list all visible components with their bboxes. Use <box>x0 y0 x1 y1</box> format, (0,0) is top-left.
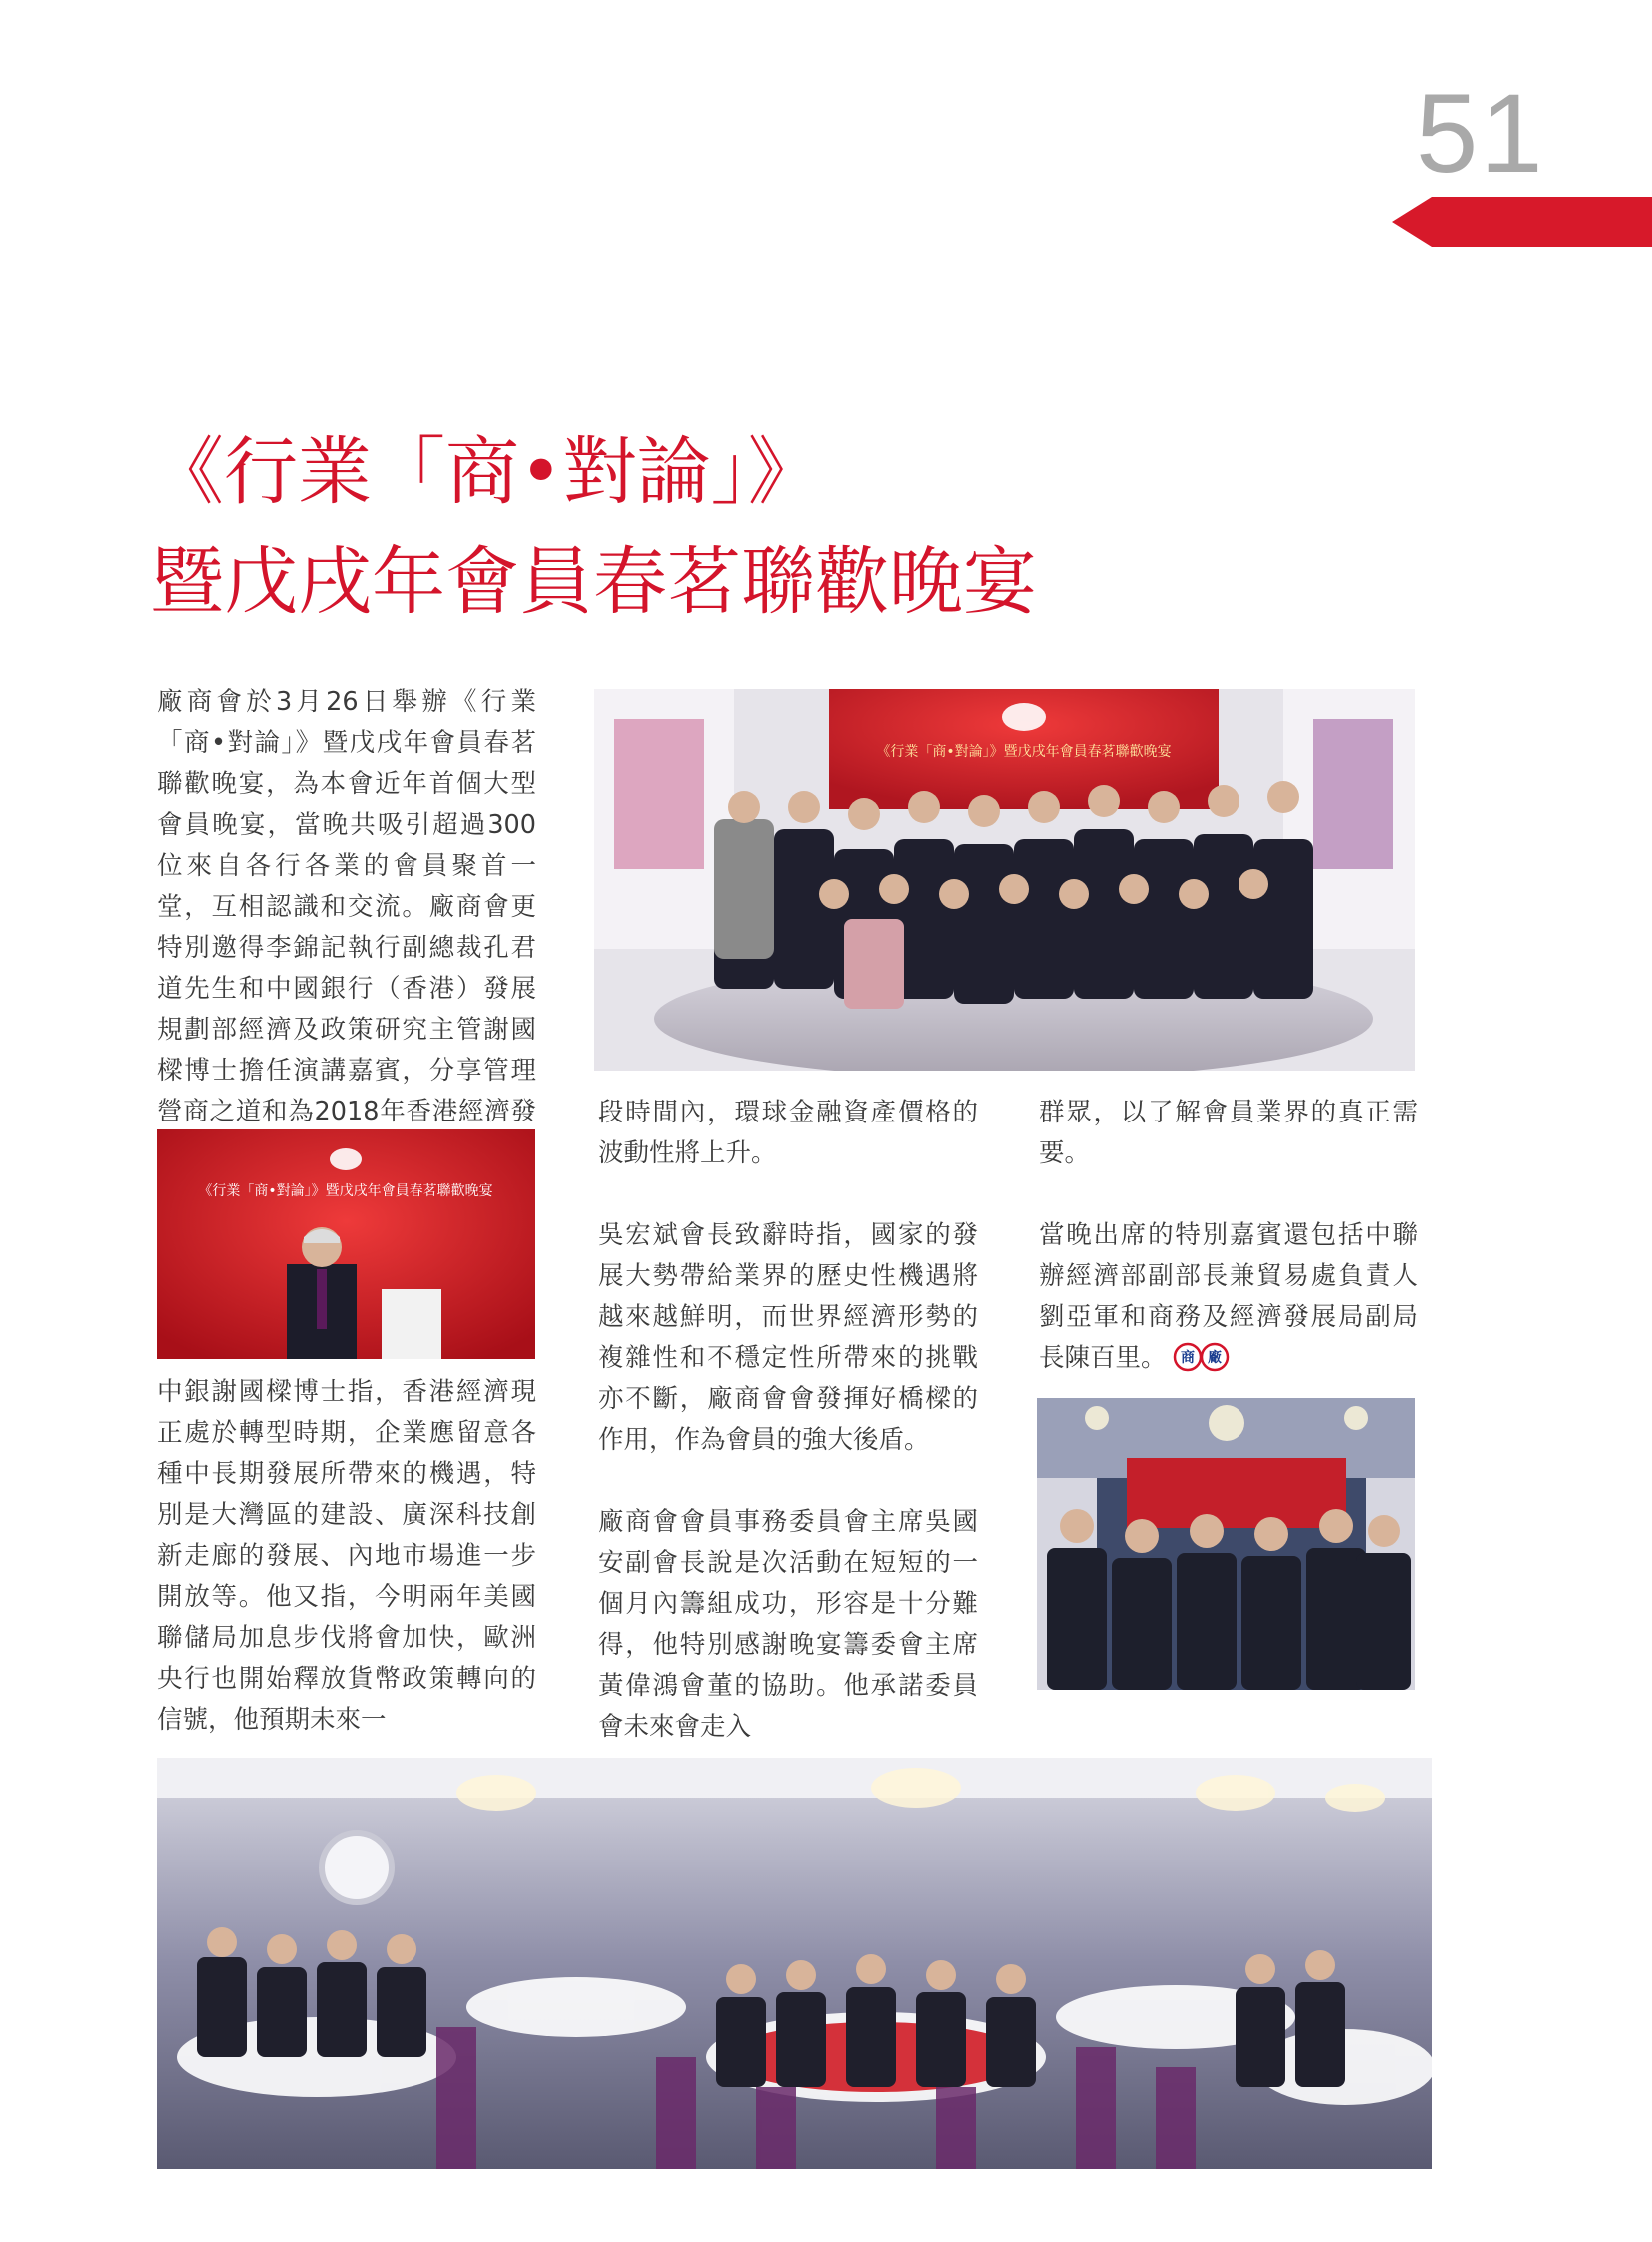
cma-logo-icon <box>1173 1342 1233 1372</box>
column-2-paragraph-3: 廠商會會員事務委員會主席吳國安副會長說是次活動在短短的一個月內籌組成功，形容是十分難得，他特別感謝晚宴籌委會主席黃偉鴻會董的協助。他承諾委員會未來會走入 <box>598 1507 978 1742</box>
column-2-paragraph-1: 段時間內，環球金融資產價格的波動性將上升。 <box>598 1098 978 1168</box>
column-3 <box>1039 1093 1418 1379</box>
column-3-paragraph-1: 群眾，以了解會員業界的真正需要。 <box>1039 1098 1418 1168</box>
guests-photo <box>1037 1398 1415 1690</box>
cma-logo-char-1: 商 <box>1180 1350 1195 1366</box>
speech-paragraph: 中銀謝國樑博士指，香港經濟現正處於轉型時期，企業應留意各種中長期發展所帶來的機遇，特別是大灣區的建設、廣深科技創新走廊的發展、內地市場進一步開放等。他又指，今明兩年美國聯儲局加息步伐將會加快，歐洲央行也開始釋放貨幣政策轉向的信號，他預期未來一 <box>157 1377 536 1735</box>
article-title-line-1: 《行業「商•對論」》 <box>150 429 822 515</box>
column-3-paragraph-2-text: 當晚出席的特別嘉賓還包括中聯辦經濟部副部長兼貿易處負責人劉亞軍和商務及經濟發展局副局長陳百里。 <box>1039 1220 1418 1373</box>
article-title-line-2: 暨戊戌年會員春茗聯歡晚宴 <box>150 539 1037 625</box>
intro-paragraph: 廠商會於3月26日舉辦《行業「商•對論」》暨戊戌年會員春茗聯歡晚宴，為本會近年首個大型會員晚宴，當晚共吸引超過300位來自各行各業的會員聚首一堂，互相認識和交流。廠商會更特別邀得李錦記執行副總裁孔君道先生和中國銀行（香港）發展規劃部經濟及政策研究主管謝國樑博士擔任演講嘉賓，分享管理營商之道和為2018年香港經濟發 <box>157 687 536 1126</box>
group-photo-banner-text: 《行業「商•對論」》暨戊戌年會員春茗聯歡晚宴 <box>876 744 1172 760</box>
banquet-photo <box>157 1758 1432 2169</box>
column-2-paragraph-2: 吳宏斌會長致辭時指，國家的發展大勢帶給業界的歷史性機遇將越來越鮮明，而世界經濟形勢的複雜性和不穩定性所帶來的挑戰亦不斷，廠商會會發揮好橋樑的作用，作為會員的強大後盾。 <box>598 1220 978 1455</box>
speaker-photo-banner-text: 《行業「商•對論」》暨戊戌年會員春茗聯歡晚宴 <box>198 1183 493 1199</box>
group-photo <box>594 689 1415 1071</box>
cma-logo-char-2: 廠 <box>1207 1350 1222 1366</box>
column-2 <box>598 1093 978 1748</box>
page-number: 51 <box>1416 71 1545 196</box>
speaker-photo <box>157 1129 535 1359</box>
page-tab-marker <box>1392 197 1652 247</box>
article-title <box>150 417 1248 637</box>
column-1-intro <box>157 682 536 1173</box>
column-1-speech <box>157 1372 536 1741</box>
column-3-paragraph-2 <box>1039 1215 1418 1379</box>
